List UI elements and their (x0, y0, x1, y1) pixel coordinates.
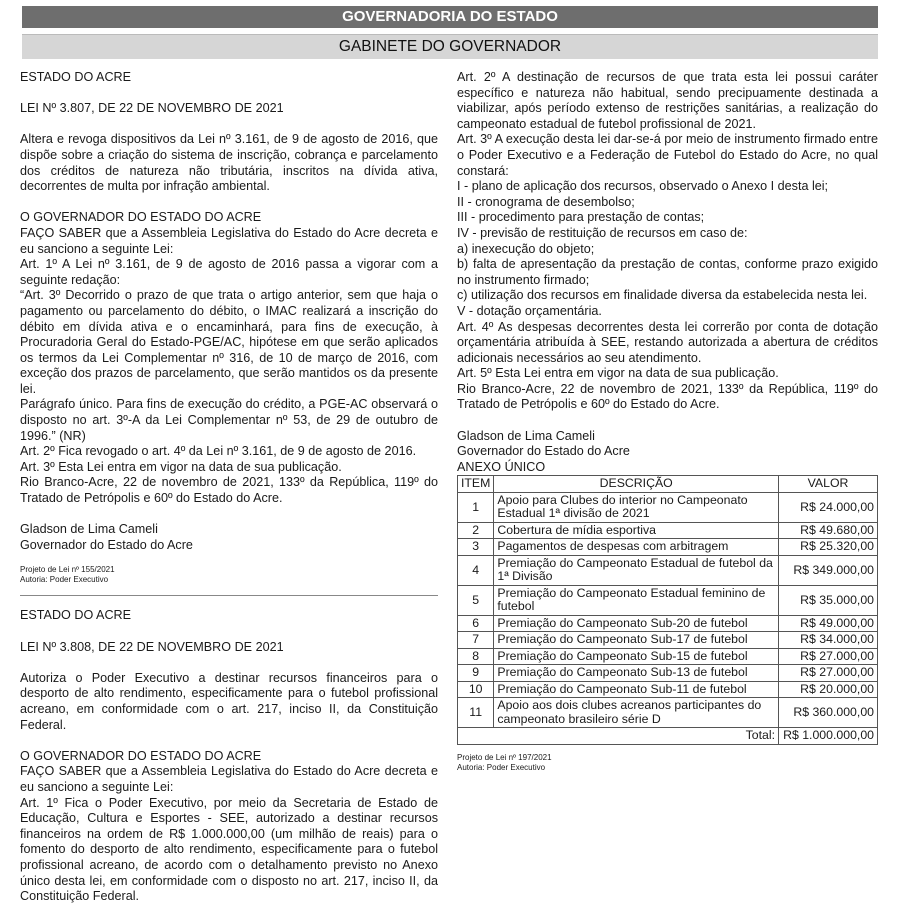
row-item: 11 (458, 698, 494, 728)
left-column (20, 70, 438, 905)
row-descricao: Cobertura de mídia esportiva (494, 522, 779, 539)
row-valor: R$ 49.680,00 (779, 522, 878, 539)
total-value: R$ 1.000.000,00 (779, 728, 878, 745)
law1-quote: “Art. 3º Decorrido o prazo de que trata o artigo anterior, sem que haja o pagamento ou parcelamento do débito, o IMAC realizará a inscrição do débito em dívida ativa e o encaminhará, para fins de execução, à Procuradoria Geral do Estado-PGE/AC, hipótese em que serão aplicados os termos da Lei Complementar nº 316, de 10 de março de 2016, com exceção dos prazos de parcelamento, que serão mantidos os da presente lei. (20, 288, 438, 396)
law2-ementa: Autoriza o Poder Executivo a destinar recursos financeiros para o desporto de alto rendimento, especificamente para o futebol profissional acreano, em conformidade com o art. 217, inciso II, da Constituição Federal. (20, 670, 438, 732)
row-valor: R$ 349.000,00 (779, 555, 878, 585)
law2-item-4: IV - previsão de restituição de recursos em caso de: (457, 225, 748, 240)
law1-autoria: Autoria: Poder Executivo (20, 575, 109, 585)
law2-faco-saber: FAÇO SABER que a Assembleia Legislativa do Estado do Acre decreta e eu sanciono a seguinte Lei: (20, 764, 438, 794)
law1-projeto: Projeto de Lei nº 155/2021 (20, 565, 115, 575)
law1-signer-role: Governador do Estado do Acre (20, 537, 193, 552)
row-item: 3 (458, 539, 494, 556)
row-descricao: Apoio para Clubes do interior no Campeonato Estadual 1ª divisão de 2021 (494, 492, 779, 522)
table-row (458, 698, 878, 728)
law2-art4: Art. 4º As despesas decorrentes desta lei correrão por conta de dotação orçamentária atribuída à SEE, restando autorizada a abertura de créditos adicionais necessários ao seu atendimento. (457, 319, 878, 365)
row-valor: R$ 35.000,00 (779, 585, 878, 615)
law2-item-7: c) utilização dos recursos em finalidade diversa da estabelecida nesta lei. (457, 288, 868, 303)
anexo-title: ANEXO ÚNICO (457, 459, 546, 474)
law1-ementa: Altera e revoga dispositivos da Lei nº 3.161, de 9 de agosto de 2016, que dispõe sobre a criação do sistema de inscrição, cobrança e parcelamento dos créditos de natureza não tributária, inscritos na dívida ativa, decorrentes de multa por infração ambiental. (20, 132, 438, 194)
table-row (458, 665, 878, 682)
law1-signer: Gladson de Lima Cameli (20, 522, 158, 537)
law2-art3: Art. 3º A execução desta lei dar-se-á por meio de instrumento firmado entre o Poder Executivo e a Federação de Futebol do Estado do Acre, no qual constará: (457, 132, 878, 178)
law2-item-3: III - procedimento para prestação de contas; (457, 210, 705, 225)
row-descricao: Premiação do Campeonato Sub-15 de futebol (494, 648, 779, 665)
table-row (458, 615, 878, 632)
row-item: 2 (458, 522, 494, 539)
law2-governor-heading: O GOVERNADOR DO ESTADO DO ACRE (20, 748, 262, 763)
table-row (458, 648, 878, 665)
row-item: 6 (458, 615, 494, 632)
right-column (457, 70, 878, 773)
law2-title: LEI Nº 3.808, DE 22 DE NOVEMBRO DE 2021 (20, 639, 284, 654)
total-row (458, 728, 878, 745)
row-descricao: Premiação do Campeonato Sub-11 de futebol (494, 681, 779, 698)
law2-signer-role: Governador do Estado do Acre (457, 444, 630, 459)
row-descricao: Premiação do Campeonato Estadual de futebol da 1ª Divisão (494, 555, 779, 585)
header-title: GOVERNADORIA DO ESTADO (22, 6, 878, 28)
row-item: 7 (458, 632, 494, 649)
law-separator (20, 595, 438, 596)
row-valor: R$ 360.000,00 (779, 698, 878, 728)
row-item: 10 (458, 681, 494, 698)
row-valor: R$ 49.000,00 (779, 615, 878, 632)
law1-faco-saber: FAÇO SABER que a Assembleia Legislativa do Estado do Acre decreta e eu sanciono a seguinte Lei: (20, 225, 438, 256)
law2-art5: Art. 5º Esta Lei entra em vigor na data de sua publicação. (457, 366, 779, 381)
header-subtitle: GABINETE DO GOVERNADOR (22, 34, 878, 59)
row-item: 4 (458, 555, 494, 585)
law1-art1: Art. 1º A Lei nº 3.161, de 9 de agosto de 2016 passa a vigorar com a seguinte redação: (20, 257, 438, 287)
table-row (458, 555, 878, 585)
law2-autoria: Autoria: Poder Executivo (457, 762, 546, 772)
row-descricao: Premiação do Campeonato Sub-17 de futebol (494, 632, 779, 649)
law1-state: ESTADO DO ACRE (20, 70, 132, 84)
law2-projeto: Projeto de Lei nº 197/2021 (457, 752, 552, 762)
law2-item-8: V - dotação orçamentária. (457, 303, 602, 318)
table-row (458, 522, 878, 539)
law1-art3: Art. 3º Esta Lei entra em vigor na data de sua publicação. (20, 459, 342, 474)
law2-art2: Art. 2º A destinação de recursos de que trata esta lei possui caráter específico e natureza não habitual, sendo precipuamente destinada a viabilizar, após período extenso de restrições sanitárias, a realização do campeonato estadual de futebol profissional de 2021. (457, 70, 878, 131)
law2-item-2: II - cronograma de desembolso; (457, 194, 635, 209)
law1-paragrafo: Parágrafo único. Para fins de execução do crédito, a PGE-AC observará o disposto no art. 3º-A da Lei Complementar nº 53, de 29 de outubro de 1996.” (NR) (20, 397, 438, 443)
table-row (458, 632, 878, 649)
row-item: 5 (458, 585, 494, 615)
table-row (458, 585, 878, 615)
row-item: 1 (458, 492, 494, 522)
table-row (458, 492, 878, 522)
header-item: ITEM (458, 476, 494, 493)
law2-item-6: b) falta de apresentação da prestação de contas, conforme prazo exigido no instrumento firmado; (457, 257, 878, 287)
law2-state: ESTADO DO ACRE (20, 608, 132, 623)
row-valor: R$ 20.000,00 (779, 681, 878, 698)
law2-item-5: a) inexecução do objeto; (457, 241, 595, 256)
table-row (458, 539, 878, 556)
law1-place-date: Rio Branco-Acre, 22 de novembro de 2021, 133º da República, 119º do Tratado de Petrópolis e 60º do Estado do Acre. (20, 475, 438, 506)
row-item: 9 (458, 665, 494, 682)
row-descricao: Pagamentos de despesas com arbitragem (494, 539, 779, 556)
row-valor: R$ 27.000,00 (779, 648, 878, 665)
row-valor: R$ 25.320,00 (779, 539, 878, 556)
anexo-table (457, 475, 878, 745)
row-descricao: Apoio aos dois clubes acreanos participantes do campeonato brasileiro série D (494, 698, 779, 728)
row-descricao: Premiação do Campeonato Sub-20 de futebol (494, 615, 779, 632)
law1-governor-heading: O GOVERNADOR DO ESTADO DO ACRE (20, 210, 262, 225)
law2-signer: Gladson de Lima Cameli (457, 428, 595, 443)
law2-item-1: I - plano de aplicação dos recursos, observado o Anexo I desta lei; (457, 179, 829, 194)
row-item: 8 (458, 648, 494, 665)
row-descricao: Premiação do Campeonato Sub-13 de futebol (494, 665, 779, 682)
law2-place-date: Rio Branco-Acre, 22 de novembro de 2021, 133º da República, 119º do Tratado de Petrópolis e 60º do Estado do Acre. (457, 381, 878, 412)
table-row (458, 681, 878, 698)
row-valor: R$ 24.000,00 (779, 492, 878, 522)
header-descricao: DESCRIÇÃO (494, 476, 779, 493)
law1-title: LEI Nº 3.807, DE 22 DE NOVEMBRO DE 2021 (20, 101, 284, 116)
row-descricao: Premiação do Campeonato Estadual feminino de futebol (494, 585, 779, 615)
header-valor: VALOR (779, 476, 878, 493)
row-valor: R$ 27.000,00 (779, 665, 878, 682)
table-header-row (458, 476, 878, 493)
law2-art1: Art. 1º Fica o Poder Executivo, por meio da Secretaria de Estado de Educação, Cultura e Esportes - SEE, autorizado a destinar recursos financeiros na ordem de R$ 1.000.000,00 (um milhão de reais) para o fomento do desporto de alto rendimento, especificamente para o futebol profissional acreano, de acordo com o detalhamento previsto no Anexo único desta lei, em conformidade com o disposto no art. 217, inciso II, da Constituição Federal. (20, 795, 438, 904)
row-valor: R$ 34.000,00 (779, 632, 878, 649)
total-label: Total: (458, 728, 779, 745)
law1-art2: Art. 2º Fica revogado o art. 4º da Lei nº 3.161, de 9 de agosto de 2016. (20, 444, 417, 459)
